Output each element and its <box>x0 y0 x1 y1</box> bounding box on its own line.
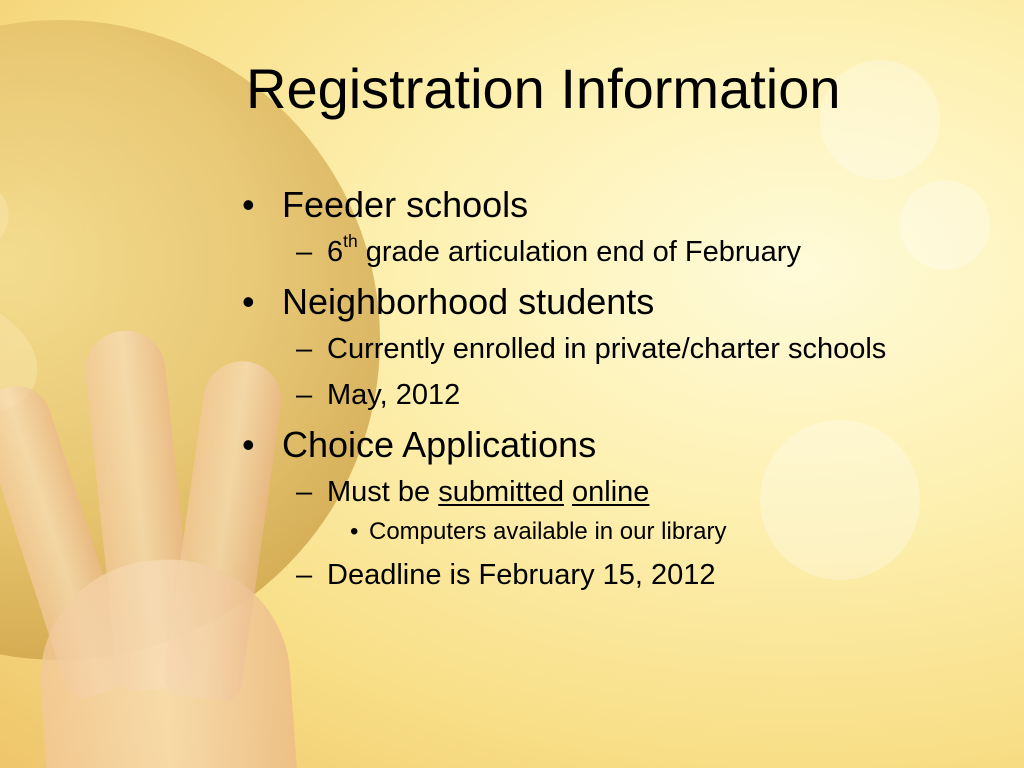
bullet-label: Neighborhood students <box>282 281 655 322</box>
slide-title: Registration Information <box>246 57 841 120</box>
bullet-marker: • <box>350 518 359 545</box>
sub-bullet-text: Currently enrolled in private/charter schools <box>327 333 887 365</box>
bullet-label: Choice Applications <box>282 424 597 465</box>
bullet-label: Feeder schools <box>282 184 529 225</box>
bullet-marker: • <box>242 281 255 322</box>
ordinal-superscript: th <box>343 230 358 251</box>
bullet-neighborhood-students <box>242 280 654 323</box>
sub-sub-bullet-text: Computers available in our library <box>369 518 727 545</box>
submitted-link[interactable]: submitted <box>438 476 564 508</box>
bullet-choice-applications <box>242 423 596 466</box>
bullet-marker: • <box>242 184 255 225</box>
dash-marker: – <box>296 333 313 365</box>
bullet-feeder-schools <box>242 183 528 226</box>
light-glow <box>900 180 990 270</box>
sub-bullet-must-be-submitted <box>296 475 649 510</box>
sub-bullet-may-2012 <box>296 378 460 413</box>
sub-sub-bullet-computers <box>350 518 727 547</box>
globe-continent <box>0 147 20 312</box>
sub-bullet-deadline <box>296 558 716 593</box>
sub-bullet-text: Deadline is February 15, 2012 <box>327 559 716 591</box>
dash-marker: – <box>296 476 313 508</box>
word-space <box>564 476 572 508</box>
dash-marker: – <box>296 559 313 591</box>
sub-bullet-currently-enrolled <box>296 332 886 367</box>
online-link[interactable]: online <box>572 476 650 508</box>
dash-marker: – <box>296 236 313 268</box>
sub-bullet-text: Must be <box>327 476 439 508</box>
light-glow <box>760 420 920 580</box>
bullet-marker: • <box>242 424 255 465</box>
sub-bullet-number: 6 <box>327 236 344 268</box>
sub-bullet-text: grade articulation end of February <box>357 236 801 268</box>
dash-marker: – <box>296 379 313 411</box>
sub-bullet-articulation <box>296 230 801 270</box>
sub-bullet-text: May, 2012 <box>327 379 461 411</box>
